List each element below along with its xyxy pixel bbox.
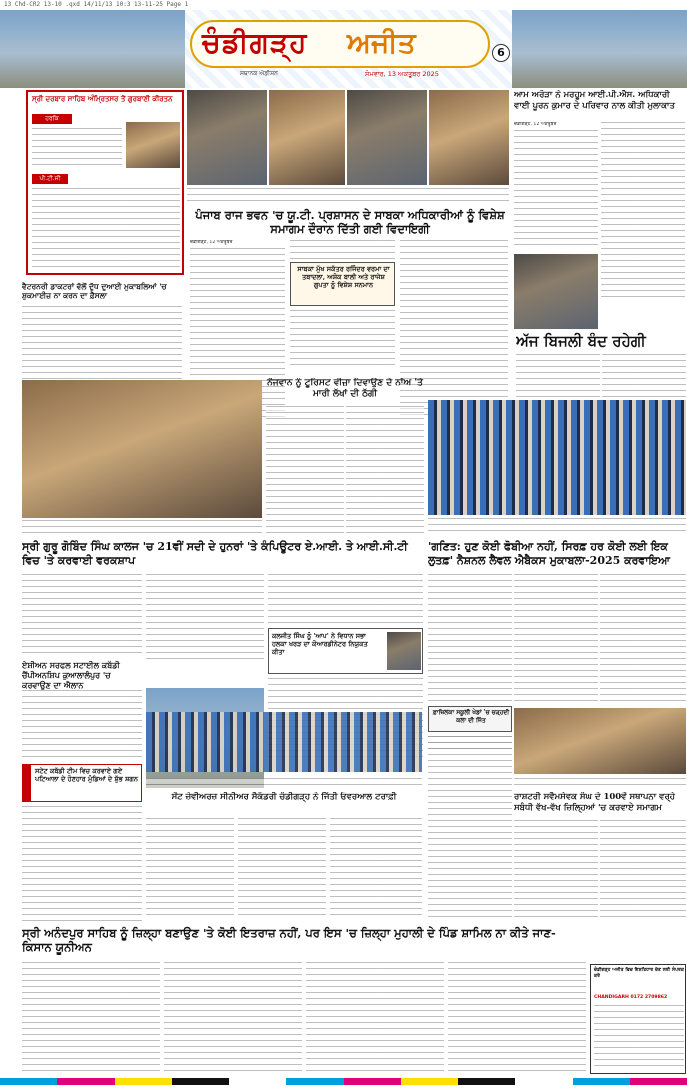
rajbhavan-dateline: ਚੰਡੀਗੜ੍ਹ, 12 ਅਕਤੂਬਰ [190, 240, 233, 245]
rajbhavan-photo-2 [269, 90, 345, 185]
ganit-text-col2 [514, 574, 598, 704]
chess-caption [146, 778, 422, 788]
footer-ad-line1: ਚੰਡੀਗੜ੍ਹ ਅਜੀਤ ਵਿਚ ਇਸ਼ਤਿਹਾਰ ਦੇਣ ਲਈ ਸੰਪਰਕ ਕਰੋ [594, 968, 684, 980]
rajbhavan-headline: ਪੰਜਾਬ ਰਾਜ ਭਵਨ 'ਚ ਯੂ.ਟੀ. ਪ੍ਰਸ਼ਾਸਨ ਦੇ ਸਾਬਕਾ ਅਧਿਕਾਰੀਆਂ ਨੂੰ ਵਿਸ਼ੇਸ਼ ਸਮਾਗਮ ਦੌਰਾਨ ਦਿੱਤੀ ਗਈ ਵਿਦਾਇਗੀ [195, 208, 505, 237]
kirtan-ad-box [26, 90, 184, 275]
ad-sub-tag: ਪੀ.ਟੀ.ਸੀ [32, 174, 68, 184]
rajbhavan-photo-1 [187, 90, 267, 185]
guru-text-col2 [146, 574, 264, 664]
chess-headline: ਸੇਂਟ ਜ਼ੇਵੀਅਰਜ਼ ਸੀਨੀਅਰ ਸੈਕੰਡਰੀ ਚੰਡੀਗੜ੍ਹ ਨੇ ਜਿੱਤੀ ਓਵਰਆਲ ਟਰਾਫ਼ੀ [171, 792, 397, 802]
fazilka-box-headline: ਫ਼ਾਜ਼ਿਲਕਾ ਸਕੂਲੀ ਖੇਡਾਂ 'ਚ ਚੜ੍ਹਦੀ ਕਲਾ ਦੀ ਜਿੱਤ [432, 709, 510, 724]
rashtriya-text-col2 [514, 820, 598, 920]
college-group-photo [22, 380, 262, 518]
newspaper-logo [190, 20, 490, 68]
fazilka-text [428, 736, 512, 804]
ad-tag: ਹਰਕਿ [32, 114, 72, 124]
footer-ad-phone: CHANDIGARH 0172 2709862 [594, 995, 668, 1000]
date-label: ਸੋਮਵਾਰ, 13 ਅਕਤੂਬਰ 2025 [365, 70, 439, 78]
sabka-box-headline: ਸਾਬਕਾ ਮੁੱਖ ਸਕੱਤਰ ਰਜਿੰਦਰ ਵਰਮਾ ਦਾ ਤਬਾਦਲਾ, ਅਸ਼ੋਕ ਬਾਲੀ ਅਤੇ ਰਾਜੇਸ਼ ਗੁਪਤਾ ਨੂੰ ਵਿਸ਼ੇਸ਼ ਸਨਮਾਨ [297, 265, 390, 290]
arora-text-col2 [601, 122, 685, 297]
page-number: 6 [492, 44, 510, 62]
guru-text-col1 [22, 574, 142, 654]
arora-text-col1 [514, 122, 598, 250]
footer-ad-text [594, 1005, 684, 1071]
masthead-subline [190, 70, 490, 82]
farmers-text-col3 [306, 962, 444, 1074]
rajbhavan-text-col2 [290, 310, 395, 370]
aap-box [268, 628, 423, 674]
rss-caption [514, 778, 686, 788]
ad-schedule [32, 188, 180, 272]
ganit-headline: 'ਗਣਿਤ: ਹੁਣ ਕੋਈ ਫੋਬੀਆ ਨਹੀਂ, ਸਿਰਫ਼ ਹਰ ਕੋਈ ਲਈ ਇਕ ਲੁਤਫ਼' ਨੈਸ਼ਨਲ ਲੈਵਲ ਐਬੈਕਸ ਮੁਕਾਬਲਾ-2025 ਕਰਵਾਇਆ [428, 540, 670, 567]
arora-text-lines [514, 130, 598, 250]
ad-title: ਸ੍ਰੀ ਦਰਬਾਰ ਸਾਹਿਬ ਅੰਮ੍ਰਿਤਸਰ ਤੋਂ ਗੁਰਬਾਣੀ ਕੀਰਤਨ [32, 94, 173, 103]
red-box [22, 764, 142, 802]
fazilka-box [428, 706, 512, 732]
footer-ad [590, 964, 686, 1074]
rss-photo [514, 708, 686, 774]
asia-text [22, 690, 142, 760]
edition-label: ਸਥਾਨਕ ਐਡੀਸ਼ਨ [240, 70, 278, 77]
red-box-headline: ਸਟੇਟ ਕਬੱਡੀ ਟੀਮ ਵਿਚ ਕਰਵਾਏ ਗਏ ਪਟਿਆਲਾ ਦੇ ਹੋਣਹਾਰ ਮੁੰਡਿਆਂ ਦੇ ਸ਼ੁੱਭ ਸ਼ਗਨ [35, 767, 138, 784]
print-info: 13 Chd-CR2 13-10 .qxd 14/11/13 10:3 13-11-25 Page 1 [4, 1, 189, 8]
logo-title-part2: ਅਜੀਤ [347, 26, 416, 59]
rajbhavan-caption [187, 188, 509, 202]
ganit-text-col3 [600, 574, 686, 704]
farmers-headline: ਸ੍ਰੀ ਅਨੰਦਪੁਰ ਸਾਹਿਬ ਨੂੰ ਜ਼ਿਲ੍ਹਾ ਬਣਾਉਣ 'ਤੇ ਕੋਈ ਇਤਰਾਜ਼ ਨਹੀਂ, ਪਰ ਇਸ 'ਚ ਜ਼ਿਲ੍ਹਾ ਮੁਹਾਲੀ ਦੇ ਪਿੰਡ ਸ਼ਾਮਿਲ ਨਾ ਕੀਤੇ ਜਾਣ- ਕਿਸਾਨ ਯੂਨੀਅਨ [22, 926, 556, 955]
golden-temple-photo [126, 122, 180, 168]
logo-title-part1: ਚੰਡੀਗੜ੍ਹ [202, 26, 308, 59]
rashtriya-text-col3 [600, 820, 686, 920]
aap-box-headline: ਕਲਜੀਤ ਸਿੰਘ ਨੂੰ 'ਆਪ' ਨੇ ਵਿਧਾਨ ਸਭਾ ਹਲਕਾ ਖਰੜ ਦਾ ਕੋਆਰਡੀਨੇਟਰ ਨਿਯੁਕਤ ਕੀਤਾ [272, 632, 368, 657]
bijli-headline: ਅੱਜ ਬਿਜਲੀ ਬੰਦ ਰਹੇਗੀ [516, 332, 646, 350]
abacus-crowd-photo [428, 400, 686, 515]
farmers-text-col4 [448, 962, 586, 1074]
visa-text-col2 [346, 406, 424, 534]
visa-headline: ਨੌਜਵਾਨ ਨੂੰ ਟੂਰਿਸਟ ਵੀਜ਼ਾ ਦਿਵਾਉਣ ਦੇ ਨਾਂਅ 'ਤੇ ਮਾਰੀ ਲੱਖਾਂ ਦੀ ਠੱਗੀ [267, 378, 423, 400]
rajbhavan-text-col2-top [290, 240, 395, 260]
guru-text-col3 [268, 574, 423, 624]
arora-dateline: ਚੰਡੀਗੜ੍ਹ, 12 ਅਕਤੂਬਰ [514, 122, 557, 127]
arora-headline: ਆਮ ਅਰੋੜਾ ਨੇ ਮਰਹੂਮ ਆਈ.ਪੀ.ਐਸ. ਅਧਿਕਾਰੀ ਵਾਈ ਪੂਰਨ ਕੁਮਾਰ ਦੇ ਪਰਿਵਾਰ ਨਾਲ ਕੀਤੀ ਮੁਲਾਕਾਤ [514, 90, 675, 111]
farmers-text-col2 [164, 962, 302, 1074]
visa-text-col1 [266, 406, 344, 534]
college-photo-caption [22, 520, 262, 534]
masthead-right-photo [512, 10, 687, 88]
rashtriya-headline: ਰਾਸ਼ਟਰੀ ਸਵੈਮਸੇਵਕ ਸੰਘ ਦੇ 100ਵੇਂ ਸਥਾਪਨਾ ਵਰ੍ਹੇ ਸਬੰਧੀ ਵੱਖ-ਵੱਖ ਜ਼ਿਲ੍ਹਿਆਂ 'ਚ ਕਰਵਾਏ ਸਮਾਗਮ [514, 792, 675, 813]
chess-text-col3 [330, 818, 422, 920]
rashtriya-text-col1 [428, 808, 512, 920]
chess-group-photo [146, 712, 422, 772]
vet-headline: ਵੈਟਰਨਰੀ ਡਾਕਟਰਾਂ ਵੱਲੋਂ ਦੁੱਧ ਦੁਆਈ ਮੁਕਾਬਲਿਆਂ 'ਚ ਸ਼ੁਕਮਾਈਜ਼ ਨਾ ਕਰਨ ਦਾ ਫ਼ੈਸਲਾ [22, 282, 167, 301]
print-color-bar [0, 1078, 687, 1085]
red-box-text [22, 806, 142, 921]
chess-text-col2 [238, 818, 326, 920]
sabka-box [290, 262, 395, 306]
rajbhavan-photo-3 [347, 90, 427, 185]
guru-headline: ਸ੍ਰੀ ਗੁਰੂ ਗੋਬਿੰਦ ਸਿੰਘ ਕਾਲਜ 'ਚ 21ਵੀਂ ਸਦੀ ਦੇ ਹੁਨਰਾਂ 'ਤੇ ਕੰਪਿਊਟਰ ਏ.ਆਈ. ਤੇ ਆਈ.ਸੀ.ਟੀ ਵਿਚ 'ਤੇ ਕਰਵਾਈ ਵਰਕਸ਼ਾਪ [22, 540, 408, 567]
aap-portrait [387, 632, 421, 670]
ad-text [32, 128, 122, 168]
farmers-text-col1 [22, 962, 160, 1074]
arora-photo [514, 254, 598, 329]
masthead-left-photo [0, 10, 185, 88]
chess-text-col1 [146, 818, 234, 920]
abacus-photo-caption [428, 518, 686, 534]
rajbhavan-photo-4 [429, 90, 509, 185]
asia-headline: ਏਸ਼ੀਅਨ ਸਰਫਲ ਸਟਾਈਲ ਕਬੱਡੀ ਚੈਂਪੀਅਨਸ਼ਿਪ ਕੁਆਲਾਲੰਪੁਰ 'ਚ ਕਰਵਾਉਣ ਦਾ ਐਲਾਨ [22, 660, 120, 690]
red-box-bar [23, 765, 31, 801]
